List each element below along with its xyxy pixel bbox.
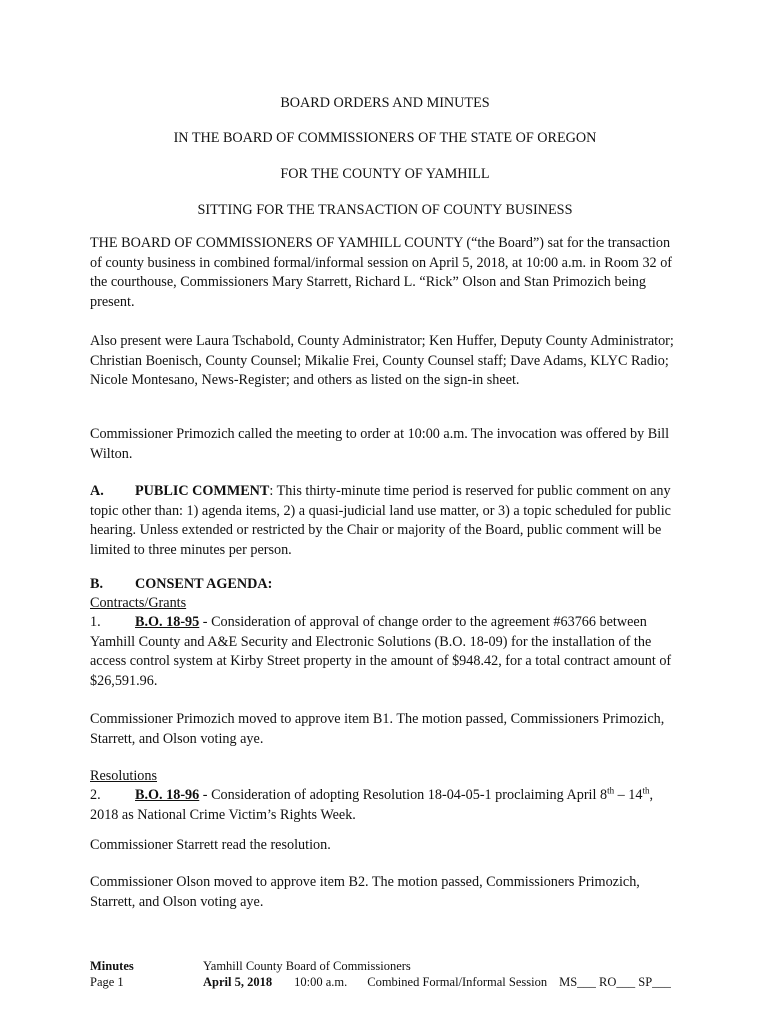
footer-initials: MS___ RO___ SP___ (559, 975, 671, 989)
section-a-letter: A. (90, 483, 104, 499)
subheading-resolutions (90, 767, 680, 787)
footer-page-label: Page 1 (90, 975, 124, 989)
item-2-text-a: - Consideration of adopting Resolution 18-04-05-1 proclaiming April 8 (199, 787, 608, 803)
item-1-motion: Commissioner Primozich moved to approve item B1. The motion passed, Commissioners Primozich, Starrett, and Olson voting aye. (90, 711, 665, 747)
header-line-4: SITTING FOR THE TRANSACTION OF COUNTY BUSINESS (197, 202, 573, 218)
section-b-title: CONSENT AGENDA: (135, 576, 273, 592)
subheading-contracts-text: Contracts/Grants (90, 595, 187, 611)
section-b-letter: B. (90, 576, 104, 592)
footer-details (203, 958, 693, 990)
intro-paragraph-1: THE BOARD OF COMMISSIONERS OF YAMHILL COUNTY (“the Board”) sat for the transaction of county business in combined formal/informal session on April 5, 2018, at 10:00 a.m. in Room 32 of the courthouse, Commissioners Mary Starrett, Richard L. “Rick” Olson and Stan Primozich being present. (90, 235, 673, 310)
item-2-read: Commissioner Starrett read the resolution. (90, 837, 331, 853)
item-2-motion: Commissioner Olson moved to approve item B2. The motion passed, Commissioners Primozich, Starrett, and Olson voting aye. (90, 874, 640, 910)
subheading-contracts (90, 594, 680, 614)
item-1-text: - Consideration of approval of change order to the agreement #63766 between Yamhill County and A&E Security and Electronic Solutions (B.O. 18-09) for the installation of the access control system at Kirby Street property in the amount of $948.42, for a total contract amount of $26,591.96. (90, 614, 672, 689)
footer-date: April 5, 2018 (203, 975, 273, 989)
intro-paragraph-2: Also present were Laura Tschabold, County Administrator; Ken Huffer, Deputy County Administrator; Christian Boenisch, County Counsel; Mikalie Frei, County Counsel staff; Dave Adams, KLYC Radio; Nicole Montesano, News-Register; and others as listed on the sign-in sheet. (90, 333, 674, 388)
item-2-text-b: – 14 (614, 787, 643, 803)
footer-org: Yamhill County Board of Commissioners (203, 959, 411, 973)
item-2-number: 2. (90, 787, 101, 803)
item-2-bo: B.O. 18-96 (135, 787, 200, 803)
item-1-paragraph (90, 613, 680, 691)
item-2-text-c: , 2018 as National Crime Victim’s Rights Week. (90, 787, 654, 823)
footer-minutes-label: Minutes (90, 959, 134, 973)
document-page (90, 0, 680, 1024)
header-line-2: IN THE BOARD OF COMMISSIONERS OF THE STATE OF OREGON (173, 130, 597, 146)
section-a-text: : This thirty-minute time period is reserved for public comment on any topic other than: 1) agenda items, 2) a quasi-judicial land use matter, or 3) a topic scheduled for public hearing. Unless extended or restricted by the Chair or majority of the Board, public comment will be limited to three minutes per person. (90, 483, 671, 558)
intro-paragraph-3: Commissioner Primozich called the meeting to order at 10:00 a.m. The invocation was offered by Bill Wilton. (90, 426, 670, 462)
section-a-paragraph (90, 482, 680, 560)
footer-session-line (203, 974, 693, 990)
header-line-3: FOR THE COUNTY OF YAMHILL (280, 166, 490, 182)
item-1-bo: B.O. 18-95 (135, 614, 200, 630)
footer-time: 10:00 a.m. (294, 975, 348, 989)
item-1-number: 1. (90, 614, 101, 630)
section-a-title: PUBLIC COMMENT (135, 483, 270, 499)
footer-session: Combined Formal/Informal Session (367, 975, 548, 989)
subheading-resolutions-text: Resolutions (90, 768, 158, 784)
item-2-sup-a: th (607, 785, 615, 796)
header-line-1: BOARD ORDERS AND MINUTES (280, 95, 490, 111)
item-2-paragraph (90, 786, 680, 825)
section-b-heading (90, 575, 680, 595)
footer-labels (90, 958, 200, 990)
item-2-sup-b: th (642, 785, 650, 796)
